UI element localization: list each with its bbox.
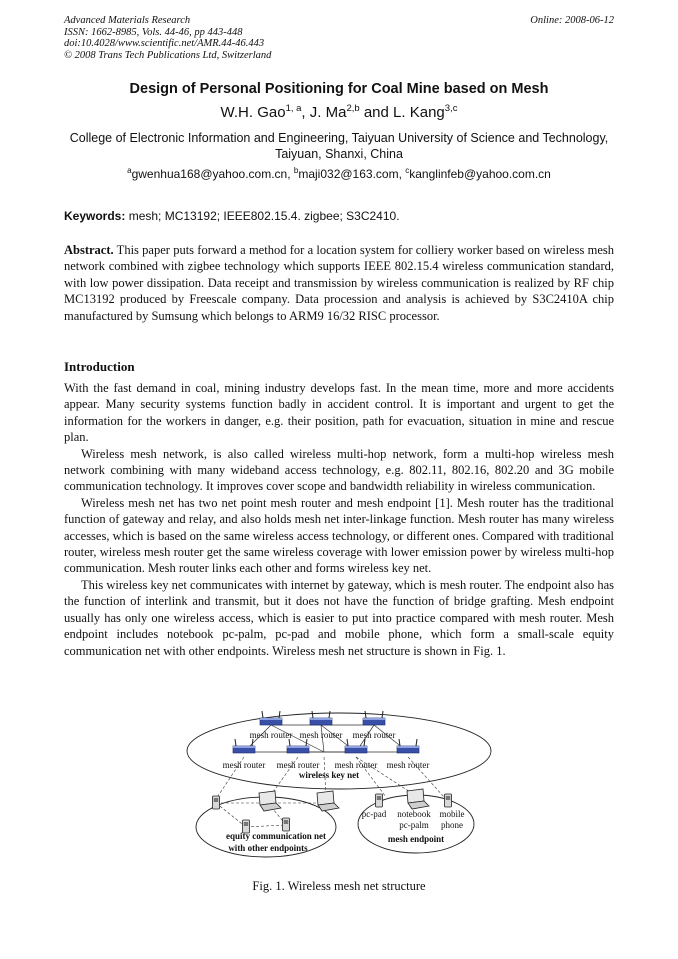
author-line	[0, 103, 678, 121]
router-icon	[363, 711, 385, 725]
section-heading-introduction: Introduction	[64, 359, 135, 374]
router-label: mesh router	[386, 760, 430, 770]
author-name: W.H. Gao	[220, 104, 286, 121]
author-sup: 1, a	[285, 103, 302, 114]
router-icon	[397, 739, 419, 753]
email-link[interactable]: kanglinfeb@yahoo.com.cn	[409, 167, 551, 181]
keywords-text: mesh; MC13192; IEEE802.15.4. zigbee; S3C2410.	[125, 209, 400, 223]
paragraph: This wireless key net communicates with internet by gateway, which is mesh router. The endpoint also has the function of interlink and transmit, but it does not have the function of bridge grafting. Mesh endpoint usually has only one wireless access, which is easier to put into practice compared with mesh router. Mesh endpoint includes notebook pc-palm, pc-pad and mobile phone, which form a small-scale equity communication net with other endpoints. Wireless mesh net structure is shown in Fig. 1.	[64, 577, 614, 658]
mesh-network-diagram	[186, 707, 492, 867]
router-label: mesh router	[222, 760, 266, 770]
pc-pad-label: pc-pad	[361, 809, 387, 819]
journal-header	[64, 15, 271, 61]
router-icon	[345, 739, 367, 753]
laptop-icon	[259, 791, 281, 811]
email-sup: b	[293, 166, 299, 175]
phone-icon	[213, 796, 220, 809]
author-separator: and	[359, 104, 394, 121]
router-label: mesh router	[276, 760, 320, 770]
phone-icon	[283, 818, 290, 831]
keywords	[64, 209, 400, 223]
paragraph: Wireless mesh net has two net point mesh router and mesh endpoint [1]. Mesh router has the traditional function of gateway and relay, and also holds mesh net inter-linkage function. Mesh router has many wireless accesses, which is based on the same wireless access technology, or different ones. Compared with traditional router, wireless mesh router get the same wireless coverage with lower emission power by wireless multi-hop communication. Mesh router links each other and forms wireless key net.	[64, 495, 614, 576]
router-label: mesh router	[249, 730, 293, 740]
journal-name: Advanced Materials Research	[64, 15, 191, 26]
equity-net-label: with other endpoints	[228, 843, 308, 853]
mobile-phone-icon	[445, 794, 452, 807]
author-separator: ,	[301, 104, 310, 121]
paragraph: Wireless mesh network, is also called wireless multi-hop network, form a multi-hop wireless mesh network combining with many wideband access technology, e.g. 802.11, 802.16, 802.20 and 3G mobile communication technology. It improves cover scope and bandwidth reliability in wireless communication.	[64, 446, 614, 494]
paper-title: Design of Personal Positioning for Coal Mine based on Mesh	[129, 81, 549, 97]
abstract	[64, 242, 614, 324]
author-name: J. Ma	[309, 104, 347, 121]
router-label: mesh router	[334, 760, 378, 770]
notebook-label: notebook	[397, 809, 431, 819]
copyright-line: © 2008 Trans Tech Publications Ltd, Switzerland	[64, 49, 272, 61]
router-label: mesh router	[352, 730, 396, 740]
author-sup: 3,c	[444, 103, 458, 114]
author-name: L. Kang	[393, 104, 445, 121]
router-icon	[287, 739, 309, 753]
author-sup: 2,b	[346, 103, 360, 114]
email-sup: a	[127, 166, 132, 175]
notebook-icon	[407, 789, 429, 809]
router-icon	[260, 711, 282, 725]
notebook-label: pc-palm	[399, 820, 429, 830]
equity-net-label: equity communication net	[226, 831, 326, 841]
laptop-icon	[317, 791, 339, 811]
figure-1	[186, 707, 492, 867]
mobile-label: phone	[441, 820, 463, 830]
figure-caption: Fig. 1. Wireless mesh net structure	[252, 879, 426, 893]
introduction-body	[64, 380, 614, 659]
router-icon	[233, 739, 255, 753]
email-separator: ,	[287, 167, 294, 181]
pc-pad-icon	[376, 794, 383, 807]
affiliation: College of Electronic Information and Engineering, Taiyuan University of Science and Technology, Taiyuan, Shanxi, China	[69, 131, 609, 161]
abstract-text: This paper puts forward a method for a location system for colliery worker based on wireless mesh network combined with zigbee technology which supports IEEE 802.15.4 wireless communication standard, with low power dissipation. Data receipt and transmission by wireless communication is realized by RF chip MC13192 produced by Freescale company. Data procession and analysis is achieved by S3C2410A chip manufactured by Sumsung which belongs to ARM9 16/32 RISC processor.	[64, 243, 614, 323]
email-sup: c	[405, 166, 410, 175]
online-date: Online: 2008-06-12	[530, 15, 614, 26]
abstract-label: Abstract.	[64, 243, 114, 257]
doi-line: doi:10.4028/www.scientific.net/AMR.44-46.443	[64, 38, 265, 49]
email-line	[0, 166, 678, 181]
endpoint-label: mesh endpoint	[387, 834, 445, 844]
email-link[interactable]: gwenhua168@yahoo.com.cn	[131, 167, 288, 181]
router-label: mesh router	[299, 730, 343, 740]
mobile-label: mobile	[439, 809, 465, 819]
keywords-label: Keywords:	[64, 209, 126, 223]
paragraph: With the fast demand in coal, mining industry develops fast. In the mean time, more and more accidents appear. Many security systems function badly in accident control. It is important and urgent to get the information for the workers in danger, e.g. their position, path for evacuation, situation in mine and rescue plan.	[64, 381, 614, 445]
key-net-label: wireless key net	[298, 770, 360, 780]
email-link[interactable]: maji032@163.com	[298, 167, 399, 181]
email-separator: ,	[398, 167, 406, 181]
issn-line: ISSN: 1662-8985, Vols. 44-46, pp 443-448	[64, 26, 243, 38]
